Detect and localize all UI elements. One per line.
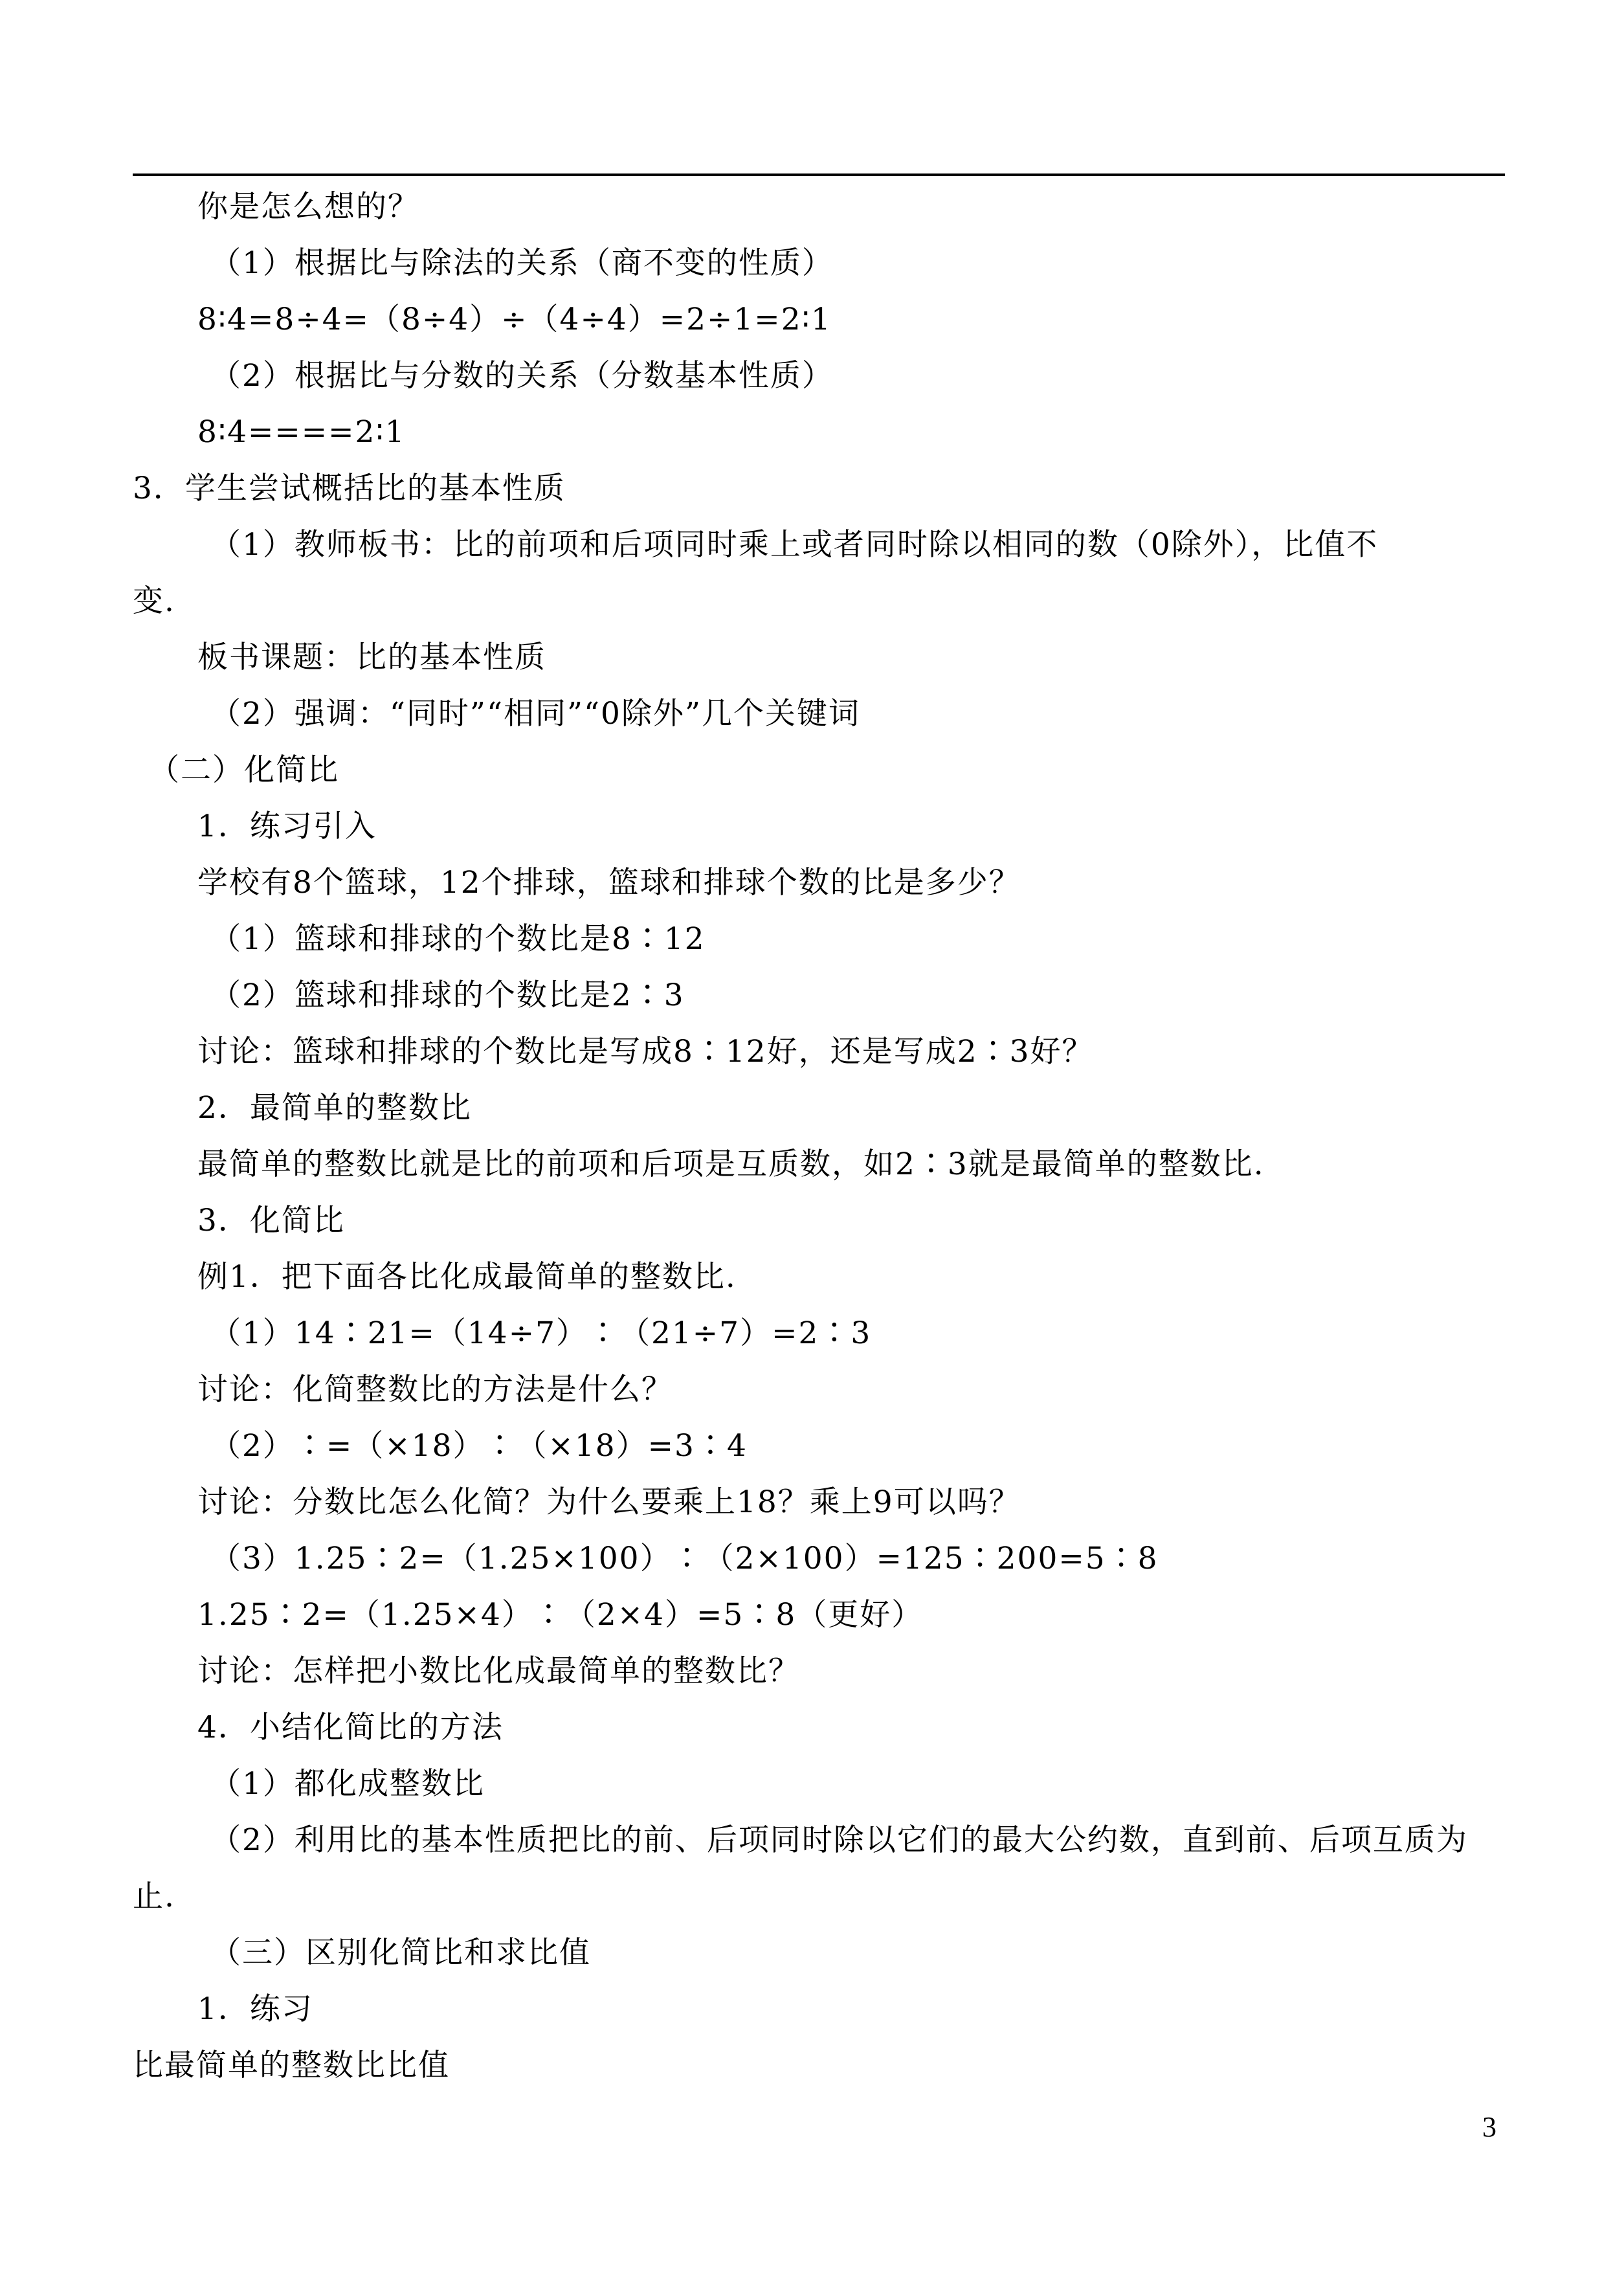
text-line: 例1．把下面各比化成最简单的整数比. — [197, 1259, 737, 1295]
text-line: （1）教师板书：比的前项和后项同时乘上或者同时除以相同的数（0除外），比值不 — [210, 527, 1379, 563]
text-line: 板书课题：比的基本性质 — [197, 640, 546, 675]
text-line: 3．学生尝试概括比的基本性质 — [133, 471, 566, 506]
text-line: 讨论：化简整数比的方法是什么？ — [197, 1372, 673, 1407]
text-line: 2．最简单的整数比 — [197, 1090, 472, 1126]
text-line: 1．练习引入 — [197, 809, 377, 844]
text-line: 比最简单的整数比比值 — [133, 2048, 450, 2083]
text-line: （1）篮球和排球的个数比是8∶12 — [210, 921, 706, 957]
text-line: 1.25∶2=（1.25×4）∶（2×4）=5∶8（更好） — [197, 1597, 924, 1633]
text-line: 4．小结化简比的方法 — [197, 1710, 504, 1745]
text-line: 讨论：分数比怎么化简？为什么要乘上18？乘上9可以吗？ — [197, 1484, 1021, 1520]
text-line: 你是怎么想的？ — [197, 189, 419, 225]
text-line: （1）14∶21=（14÷7）∶（21÷7）=2∶3 — [210, 1315, 872, 1351]
text-line: 止. — [133, 1879, 175, 1914]
text-line: 8∶4=8÷4=（8÷4）÷（4÷4）=2÷1=2∶1 — [197, 302, 832, 337]
text-line: （1）都化成整数比 — [210, 1766, 485, 1802]
text-line: （3）1.25∶2=（1.25×100）∶（2×100）=125∶200=5∶8 — [210, 1541, 1159, 1576]
text-line: （2）∶=（×18）∶（×18）=3∶4 — [210, 1428, 748, 1464]
text-line: （2）根据比与分数的关系（分数基本性质） — [210, 358, 834, 394]
text-line: 3．化简比 — [197, 1203, 345, 1238]
text-line: 讨论：怎样把小数比化成最简单的整数比？ — [197, 1653, 800, 1689]
text-line: （2）篮球和排球的个数比是2∶3 — [210, 978, 685, 1013]
section-heading: （三）区别化简比和求比值 — [210, 1935, 591, 1971]
text-line: 最简单的整数比就是比的前项和后项是互质数，如2∶3就是最简单的整数比. — [197, 1146, 1265, 1182]
text-line: （2）强调：“同时”“相同”“0除外”几个关键词 — [210, 696, 860, 732]
text-line: （2）利用比的基本性质把比的前、后项同时除以它们的最大公约数，直到前、后项互质为 — [210, 1822, 1468, 1858]
text-line: 8∶4====2∶1 — [197, 414, 406, 450]
text-line: 变. — [133, 583, 175, 619]
text-line: 1．练习 — [197, 1991, 313, 2027]
text-line: （1）根据比与除法的关系（商不变的性质） — [210, 245, 834, 281]
page-number: 3 — [1482, 2111, 1496, 2143]
header-rule — [133, 173, 1505, 176]
text-line: 学校有8个篮球，12个排球，篮球和排球个数的比是多少？ — [197, 865, 1021, 900]
section-heading: （二）化简比 — [149, 752, 339, 788]
text-line: 讨论：篮球和排球的个数比是写成8∶12好，还是写成2∶3好？ — [197, 1034, 1094, 1069]
